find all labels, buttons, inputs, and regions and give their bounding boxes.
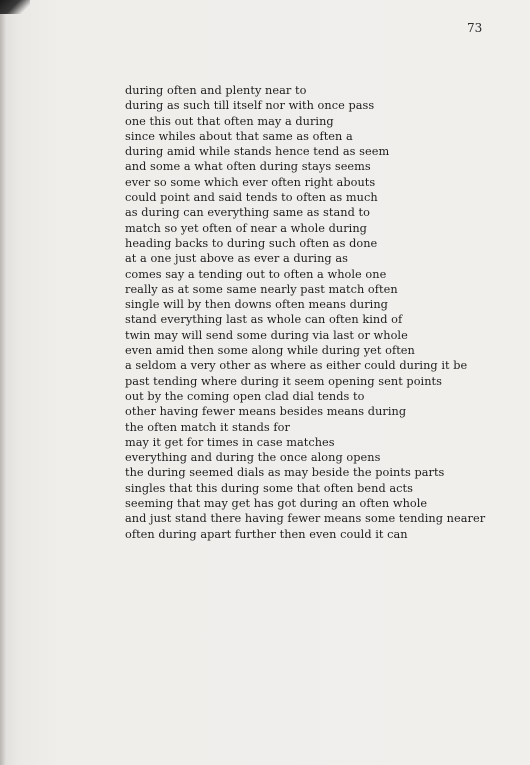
- poem-line: during amid while stands hence tend as seem: [125, 145, 390, 159]
- poem-line: and some a what often during stays seems: [125, 160, 371, 174]
- poem-line: at a one just above as ever a during as: [125, 252, 348, 266]
- poem-line: comes say a tending out to often a whole one: [125, 267, 387, 281]
- poem-line: during often and plenty near to: [125, 84, 307, 97]
- poem-line: single will by then downs often means during: [125, 298, 388, 312]
- poem-line: as during can everything same as stand to: [125, 206, 370, 220]
- poem-line: seeming that may get has got during an often whole: [125, 497, 428, 511]
- poem-line: the during seemed dials as may beside the points parts: [125, 466, 445, 480]
- poem-line: past tending where during it seem opening sent points: [125, 374, 442, 388]
- corner-shadow: [0, 0, 30, 14]
- poem-line: since whiles about that same as often a: [125, 129, 353, 143]
- poem-line: ever so some which ever often right abouts: [125, 175, 376, 189]
- poem-line: a seldom a very other as where as either could during it be: [125, 359, 468, 373]
- poem-line: singles that this during some that often bend acts: [125, 481, 413, 495]
- poem-line: even amid then some along while during yet often: [125, 344, 415, 358]
- poem-line: may it get for times in case matches: [125, 435, 335, 449]
- poem-text: [125, 83, 520, 542]
- poem-line: twin may will send some during via last or whole: [125, 328, 408, 342]
- poem-line: one this out that often may a during: [125, 114, 334, 128]
- poem-line: stand everything last as whole can often kind of: [125, 313, 403, 327]
- poem-line: out by the coming open clad dial tends to: [125, 389, 365, 403]
- poem-line: during as such till itself nor with once pass: [125, 99, 375, 113]
- poem-line: heading backs to during such often as done: [125, 236, 378, 250]
- poem-line: often during apart further then even could it can: [125, 527, 408, 541]
- poem-line: other having fewer means besides means during: [125, 405, 407, 419]
- page-number: 73: [467, 21, 483, 35]
- poem-line: the often match it stands for: [125, 420, 290, 434]
- poem-line: match so yet often of near a whole during: [125, 221, 367, 235]
- poem-line: could point and said tends to often as much: [125, 191, 378, 205]
- poem-line: and just stand there having fewer means some tending nearer: [125, 512, 486, 526]
- poem-line: really as at some same nearly past match often: [125, 282, 398, 296]
- poem-line: everything and during the once along opens: [125, 451, 381, 465]
- page-binding-edge: [0, 0, 6, 765]
